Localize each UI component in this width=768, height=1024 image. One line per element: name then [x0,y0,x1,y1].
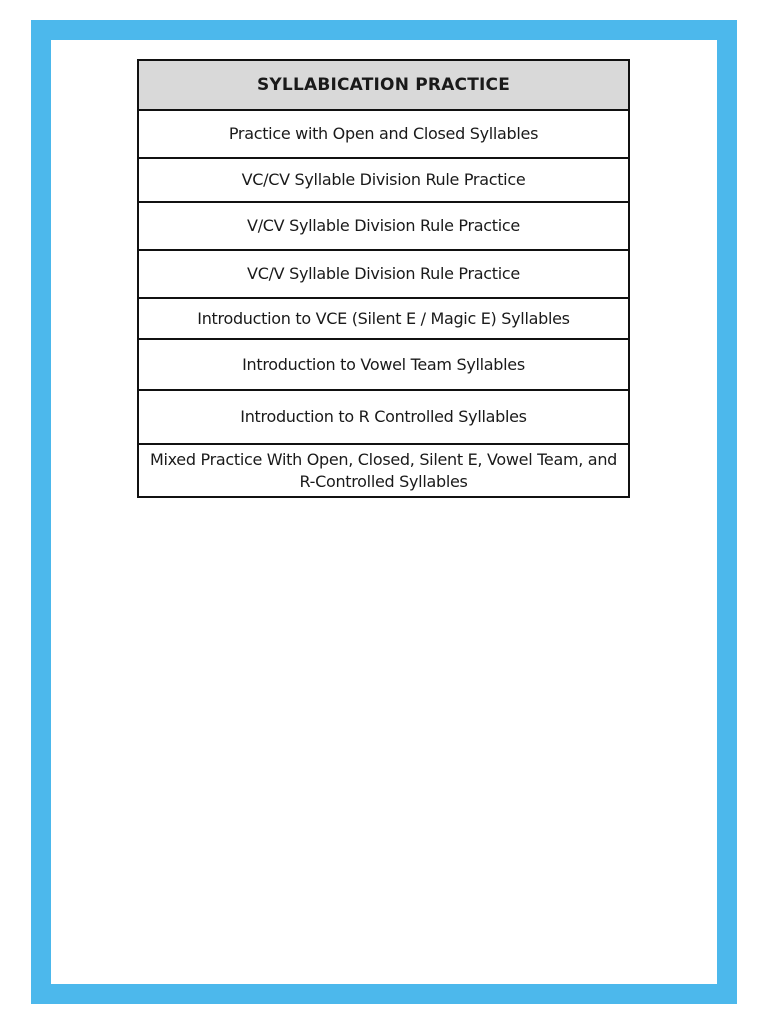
table-row [138,339,629,390]
table-row [138,444,629,497]
table-row [138,298,629,339]
table-row [138,158,629,202]
table-row [138,390,629,444]
table-cell: Introduction to R Controlled Syllables [138,390,629,444]
table-cell: Mixed Practice With Open, Closed, Silent E, Vowel Team, and R-Controlled Syllables [138,444,629,497]
table-title: SYLLABICATION PRACTICE [138,60,629,110]
table-row [138,250,629,298]
table-cell: VC/V Syllable Division Rule Practice [138,250,629,298]
table-cell: V/CV Syllable Division Rule Practice [138,202,629,250]
table-cell: Practice with Open and Closed Syllables [138,110,629,158]
table-row [138,110,629,158]
table-cell: Introduction to Vowel Team Syllables [138,339,629,390]
syllabication-table [137,59,630,498]
table-row [138,202,629,250]
table-cell: VC/CV Syllable Division Rule Practice [138,158,629,202]
table-cell: Introduction to VCE (Silent E / Magic E) Syllables [138,298,629,339]
table-header-row [138,60,629,110]
